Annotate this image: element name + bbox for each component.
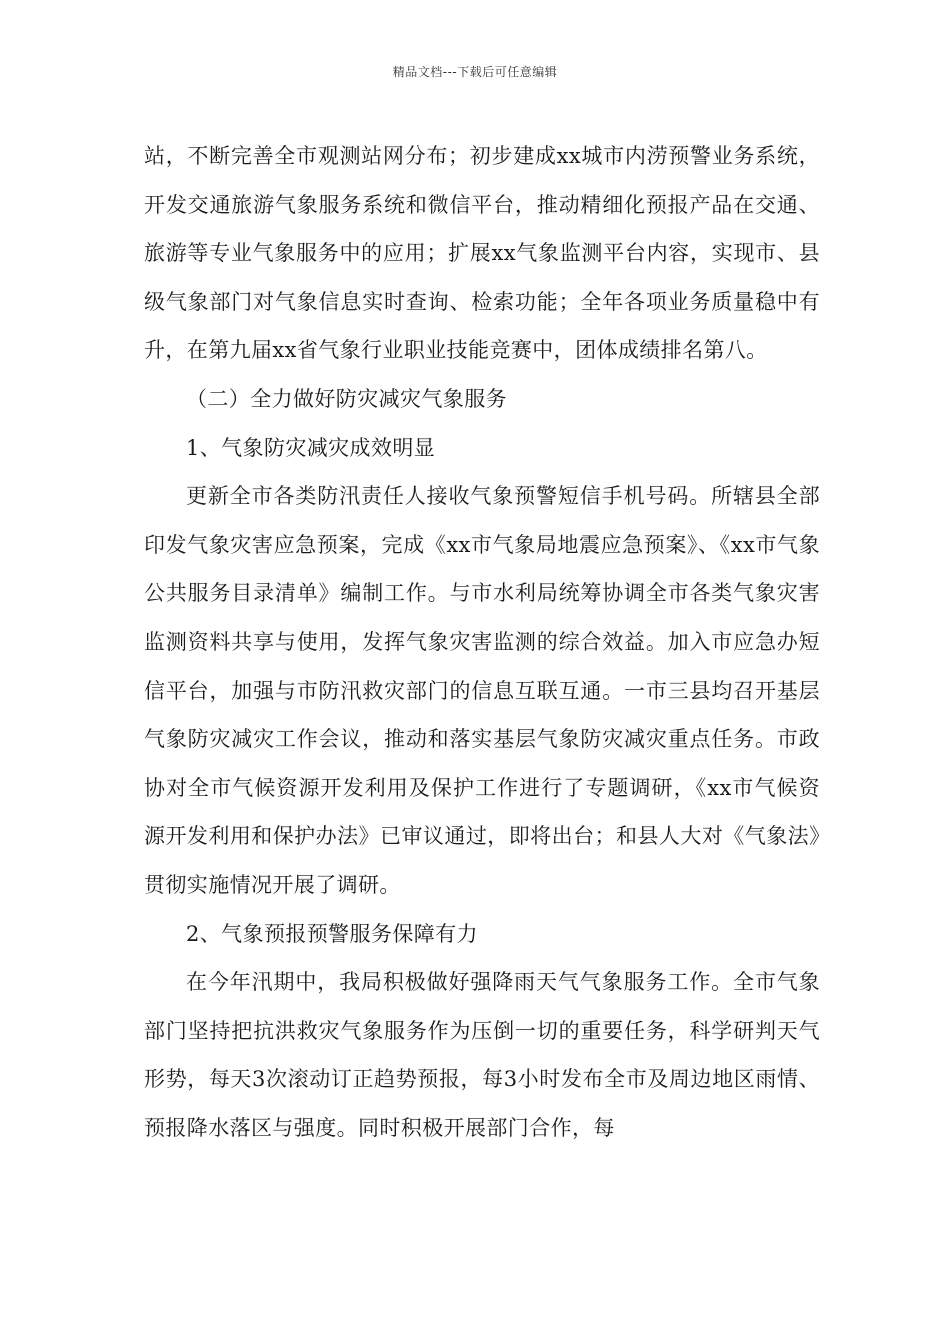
paragraph: 更新全市各类防汛责任人接收气象预警短信手机号码。所辖县全部印发气象灾害应急预案，完成《xx市气象局地震应急预案》、《xx市气象公共服务目录清单》编制工作。与市水利局统筹协调全市各类气象灾害监测资料共享与使用，发挥气象灾害监测的综合效益。加入市应急办短信平台，加强与市防汛救灾部门的信息互联互通。一市三县均召开基层气象防灾减灾工作会议，推动和落实基层气象防灾减灾重点任务。市政协对全市气候资源开发利用及保护工作进行了专题调研，《xx市气候资源开发利用和保护办法》已审议通过，即将出台；和县人大对《气象法》贯彻实施情况开展了调研。 [144,484,820,897]
subsection-heading: 1、气象防灾减灾成效明显 [186,435,436,460]
subsection-heading: 2、气象预报预警服务保障有力 [186,921,478,946]
page-header: 精品文档---下载后可任意编辑 [392,65,558,79]
paragraph: 在今年汛期中，我局积极做好强降雨天气气象服务工作。全市气象部门坚持把抗洪救灾气象服务作为压倒一切的重要任务，科学研判天气形势，每天3次滚动订正趋势预报，每3小时发布全市及周边地区雨情、预报降水落区与强度。同时积极开展部门合作，每 [144,970,820,1140]
section-heading: （二）全力做好防灾减灾气象服务 [186,386,507,411]
paragraph-continuation: 站，不断完善全市观测站网分布；初步建成xx城市内涝预警业务系统，开发交通旅游气象服务系统和微信平台，推动精细化预报产品在交通、旅游等专业气象服务中的应用；扩展xx气象监测平台内容，实现市、县级气象部门对气象信息实时查询、检索功能；全年各项业务质量稳中有升，在第九届xx省气象行业职业技能竞赛中，团体成绩排名第八。 [144,144,820,363]
document-body [144,132,820,1152]
